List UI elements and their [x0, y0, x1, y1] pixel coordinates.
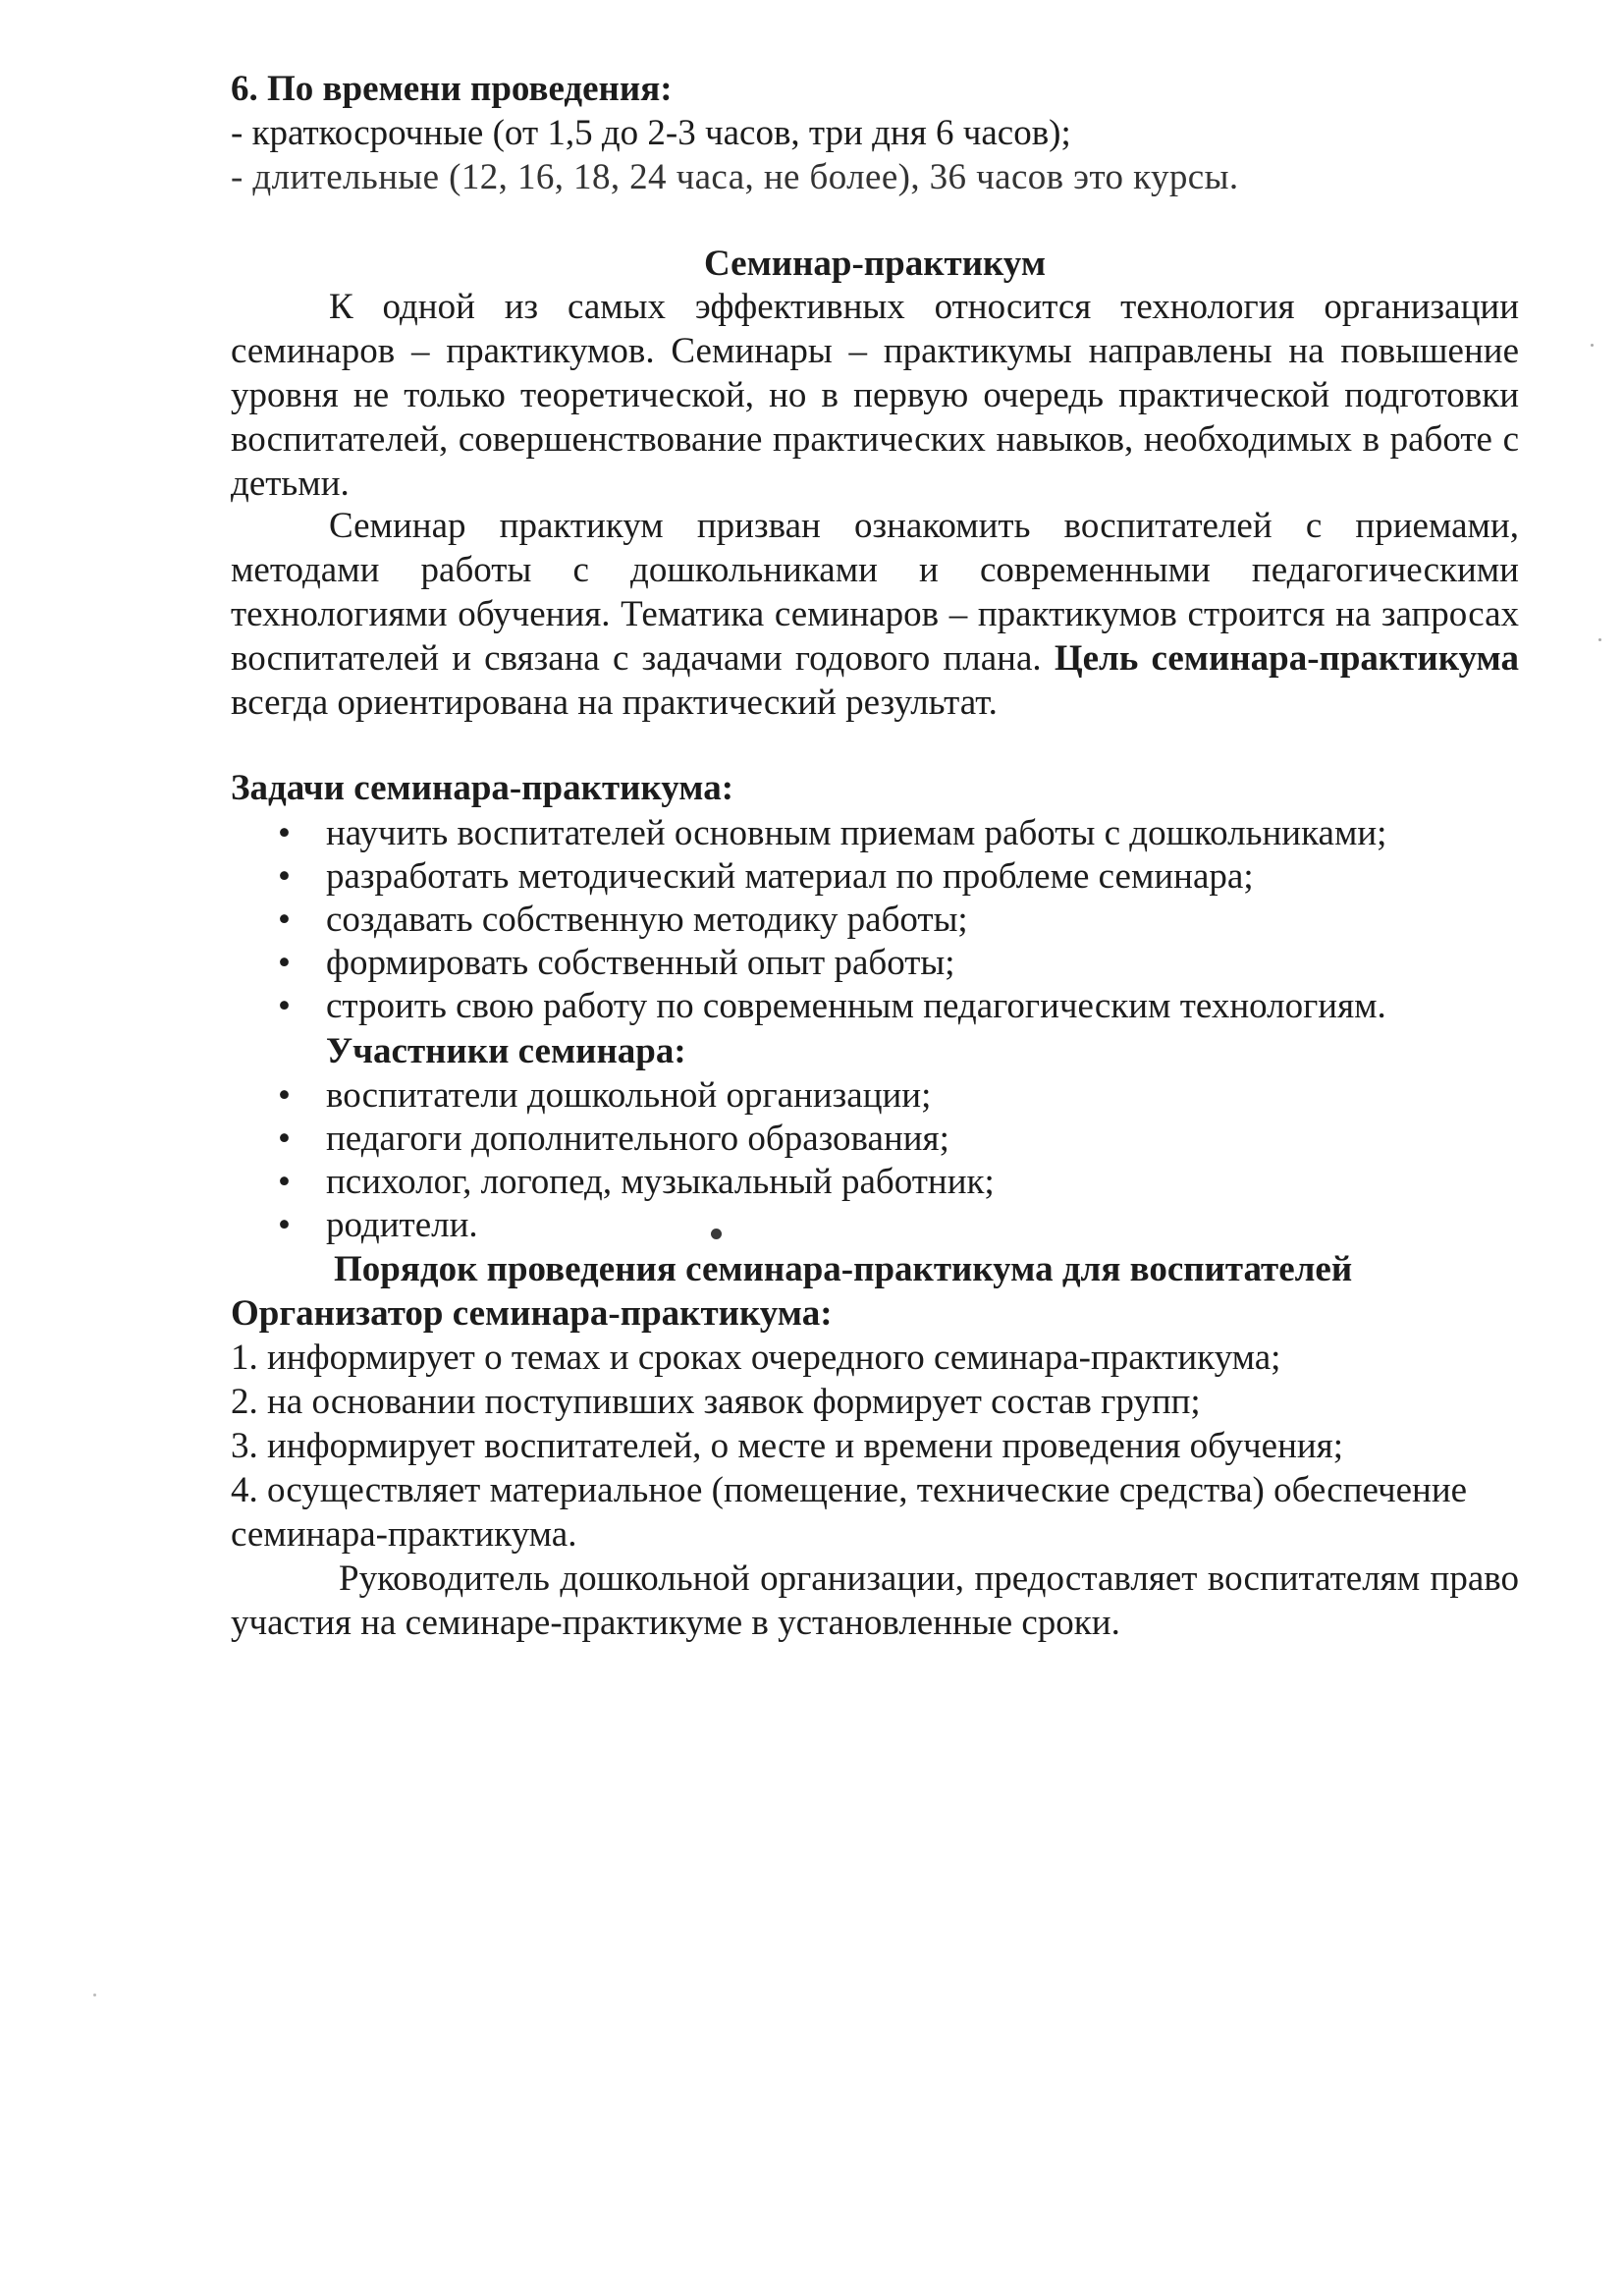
seminar-paragraph-2 — [231, 504, 1519, 725]
organizer-duties-list — [231, 1336, 1519, 1557]
seminar-paragraph-2-text: Семинар практикум призван ознакомить воспитателей с приемами, методами работы с дошкольниками и современными педагогическими технологиями обучения. Тематика семинаров – практикумов строится на запросах воспитателей и связана с задачами годового плана. — [231, 506, 1519, 679]
bullet-icon: • — [278, 1075, 291, 1116]
closing-paragraph: Руководитель дошкольной организации, предоставляет воспитателям право участия на семинаре-практикуме в установленные сроки. — [231, 1558, 1519, 1643]
bullet-icon: • — [278, 900, 291, 940]
tasks-list — [231, 811, 1519, 1027]
bullet-icon: • — [278, 943, 291, 983]
seminar-goal-text: всегда ориентирована на практический результат. — [231, 683, 998, 723]
seminar-goal-label: Цель семинара-практикума — [1054, 638, 1520, 679]
bullet-icon: • — [278, 986, 291, 1026]
list-item: • воспитатели дошкольной организации; — [278, 1075, 932, 1116]
list-item: • создавать собственную методику работы; — [278, 900, 968, 940]
bullet-icon: • — [278, 1205, 291, 1245]
seminar-title: Семинар-практикум — [703, 244, 1047, 284]
list-item: 1. информирует о темах и сроках очередного семинара-практикума; — [231, 1338, 1281, 1378]
bullet-icon: • — [278, 813, 291, 853]
list-item: • психолог, логопед, музыкальный работник; — [278, 1162, 995, 1202]
section-6-item-long: - длительные (12, 16, 18, 24 часа, не более), 36 часов это курсы. — [231, 157, 1239, 197]
bullet-icon: • — [278, 856, 291, 897]
order-heading: Порядок проведения семинара-практикума для воспитателей — [334, 1249, 1353, 1289]
list-item: 4. осуществляет материальное (помещение, технические средства) обеспечение семинара-практикума. — [231, 1470, 1468, 1555]
seminar-paragraph-1: К одной из самых эффективных относится технология организации семинаров – практикумов. Семинары – практикумы направлены на повышение уровня не только теоретической, но в первую очередь практической подготовки воспитателей, совершенствование практических навыков, необходимых в работе с детьми. — [231, 287, 1519, 504]
list-item: 3. информирует воспитателей, о месте и времени проведения обучения; — [231, 1426, 1343, 1466]
list-item: • педагоги дополнительного образования; — [278, 1119, 949, 1159]
list-item: • разработать методический материал по проблеме семинара; — [278, 856, 1254, 897]
list-item: • формировать собственный опыт работы; — [278, 943, 955, 983]
participants-list — [231, 1073, 1519, 1246]
participants-heading: Участники семинара: — [326, 1031, 686, 1071]
bullet-icon: • — [278, 1119, 291, 1159]
scan-speck — [711, 1229, 722, 1239]
scan-speck — [1598, 638, 1601, 641]
list-item: 2. на основании поступивших заявок формирует состав групп; — [231, 1382, 1201, 1422]
organizer-heading: Организатор семинара-практикума: — [231, 1293, 833, 1334]
bullet-icon: • — [278, 1162, 291, 1202]
list-item: • научить воспитателей основным приемам работы с дошкольниками; — [278, 813, 1387, 853]
list-item: • строить свою работу по современным педагогическим технологиям. — [278, 986, 1386, 1026]
scan-speck — [1591, 344, 1594, 347]
tasks-heading: Задачи семинара-практикума: — [231, 768, 734, 808]
list-item: • родители. — [278, 1205, 478, 1245]
section-6-item-short: - краткосрочные (от 1,5 до 2-3 часов, три дня 6 часов); — [231, 113, 1071, 153]
section-6-heading: 6. По времени проведения: — [231, 69, 673, 109]
scan-speck — [93, 1994, 96, 1996]
